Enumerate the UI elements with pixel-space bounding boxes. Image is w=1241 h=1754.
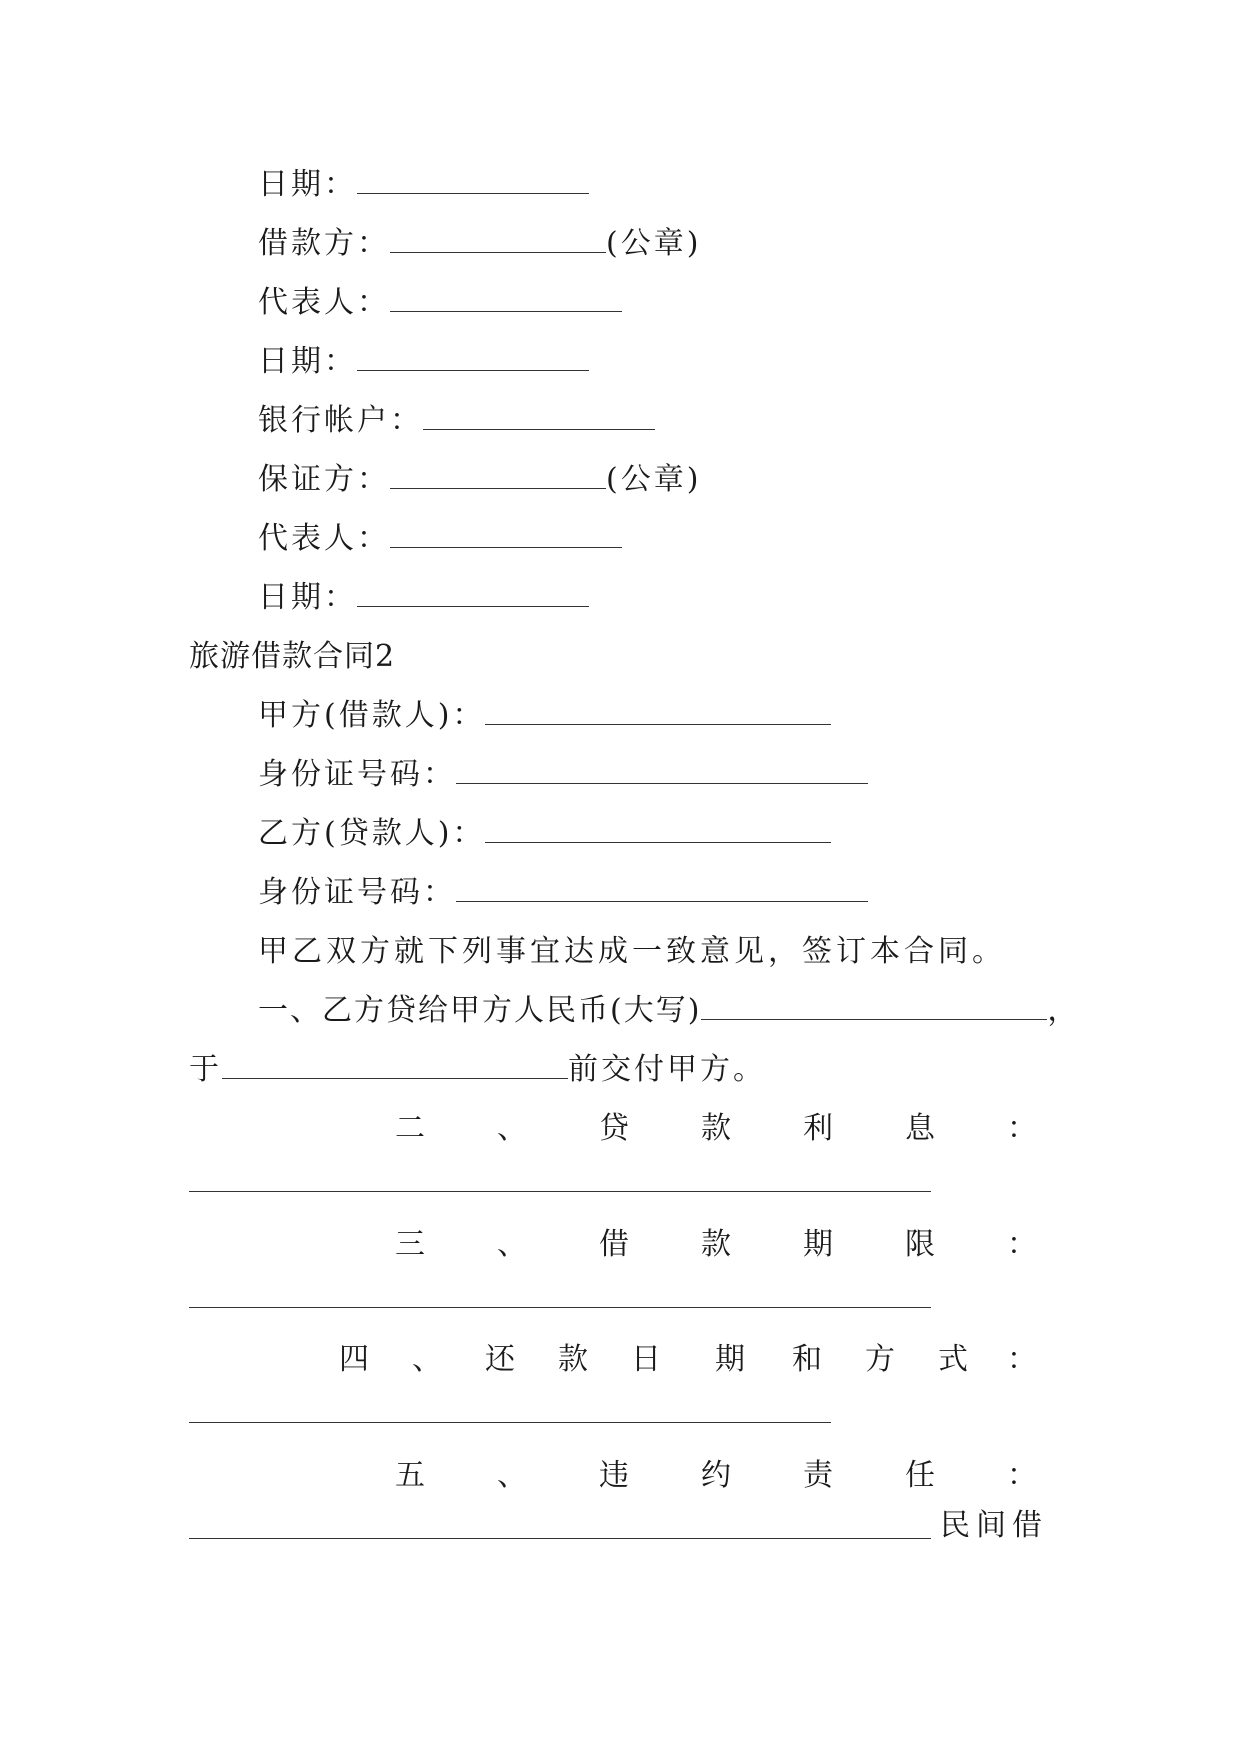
representative-label: 代表人：	[258, 521, 390, 556]
clause-char: 违	[599, 1458, 629, 1493]
clause-char: 息	[905, 1111, 935, 1146]
clause-char: 式	[938, 1342, 968, 1377]
id-label: 身份证号码：	[258, 875, 456, 910]
clause-char: 款	[701, 1227, 731, 1262]
clause-char: ：	[1007, 1111, 1037, 1146]
clause-char: 五	[395, 1458, 425, 1493]
clause-char: ：	[1007, 1342, 1037, 1377]
clause-char: 期	[715, 1342, 745, 1377]
clause-char: 贷	[599, 1111, 629, 1146]
clause-3-blank	[189, 1307, 931, 1308]
contract-title: 旅游借款合同2	[189, 639, 396, 674]
date-label: 日期：	[258, 167, 357, 202]
clause-4-blank	[189, 1422, 831, 1423]
borrower-label: 借款方：	[258, 226, 390, 261]
party-b-blank	[485, 816, 831, 843]
party-a-line	[258, 696, 831, 736]
clause-5-blank	[189, 1538, 931, 1539]
representative-blank	[390, 521, 622, 548]
bank-account-blank	[423, 403, 655, 430]
id-label: 身份证号码：	[258, 757, 456, 792]
guarantor-blank	[390, 462, 606, 489]
borrower-line	[258, 224, 701, 264]
clause-char: 借	[599, 1227, 629, 1262]
clause-char: 三	[395, 1227, 425, 1262]
clause-1-amount-blank	[701, 993, 1047, 1020]
clause-char: 方	[865, 1342, 895, 1377]
clause-char: 和	[792, 1342, 822, 1377]
clause-char: 约	[701, 1458, 731, 1493]
date-blank	[357, 580, 589, 607]
party-b-line	[258, 814, 831, 854]
clause-1-continued	[189, 1050, 766, 1090]
date-label: 日期：	[258, 344, 357, 379]
clause-2-blank	[189, 1191, 931, 1192]
date-blank	[357, 167, 589, 194]
clause-char: 二	[395, 1111, 425, 1146]
clause-char: 日	[631, 1342, 661, 1377]
clause-char: 、	[497, 1458, 527, 1493]
clause-1-prefix: 一、乙方贷给甲方人民币(大写)	[258, 993, 702, 1028]
borrower-seal: (公章)	[606, 226, 702, 261]
bank-account-line	[258, 401, 655, 441]
clause-3-heading	[189, 1225, 1049, 1265]
clause-char: 限	[905, 1227, 935, 1262]
date-line-2	[258, 342, 589, 382]
clause-char: 款	[701, 1111, 731, 1146]
clause-char: 责	[803, 1458, 833, 1493]
date-label: 日期：	[258, 580, 357, 615]
date-line-3	[258, 578, 589, 618]
clause-1	[258, 991, 1079, 1031]
party-a-blank	[485, 698, 831, 725]
guarantor-line	[258, 460, 701, 500]
representative-line-2	[258, 519, 622, 559]
guarantor-seal: (公章)	[606, 462, 702, 497]
id-line-1	[258, 755, 868, 795]
id-line-2	[258, 873, 868, 913]
clause-4-heading	[189, 1340, 1049, 1380]
clause-char: 利	[803, 1111, 833, 1146]
clause-char: 还	[485, 1342, 515, 1377]
clause-char: ：	[1007, 1227, 1037, 1262]
guarantor-label: 保证方：	[258, 462, 390, 497]
clause-char: 期	[803, 1227, 833, 1262]
bank-account-label: 银行帐户：	[258, 403, 423, 438]
id-blank	[456, 875, 868, 902]
party-a-label: 甲方(借款人)：	[258, 698, 486, 733]
clause-2-heading	[189, 1109, 1049, 1149]
id-blank	[456, 757, 868, 784]
agreement-text: 甲乙双方就下列事宜达成一致意见，签订本合同。	[258, 934, 1006, 969]
date-line-1	[258, 165, 589, 205]
trailing-text: 民间借	[940, 1508, 1048, 1543]
clause-5-heading	[189, 1456, 1049, 1496]
representative-blank	[390, 285, 622, 312]
clause-1-comma: ，	[1047, 993, 1080, 1028]
clause-char: 、	[412, 1342, 442, 1377]
clause-char: 、	[497, 1227, 527, 1262]
borrower-blank	[390, 226, 606, 253]
clause-char: 、	[497, 1111, 527, 1146]
clause-1-date-blank	[222, 1052, 568, 1079]
clause-1-cont-prefix: 于	[189, 1052, 222, 1087]
party-b-label: 乙方(贷款人)：	[258, 816, 486, 851]
date-blank	[357, 344, 589, 371]
clause-char: 四	[339, 1342, 369, 1377]
clause-1-cont-suffix: 前交付甲方。	[568, 1052, 766, 1087]
clause-char: ：	[1007, 1458, 1037, 1493]
clause-char: 款	[558, 1342, 588, 1377]
clause-char: 任	[905, 1458, 935, 1493]
representative-label: 代表人：	[258, 285, 390, 320]
representative-line-1	[258, 283, 622, 323]
